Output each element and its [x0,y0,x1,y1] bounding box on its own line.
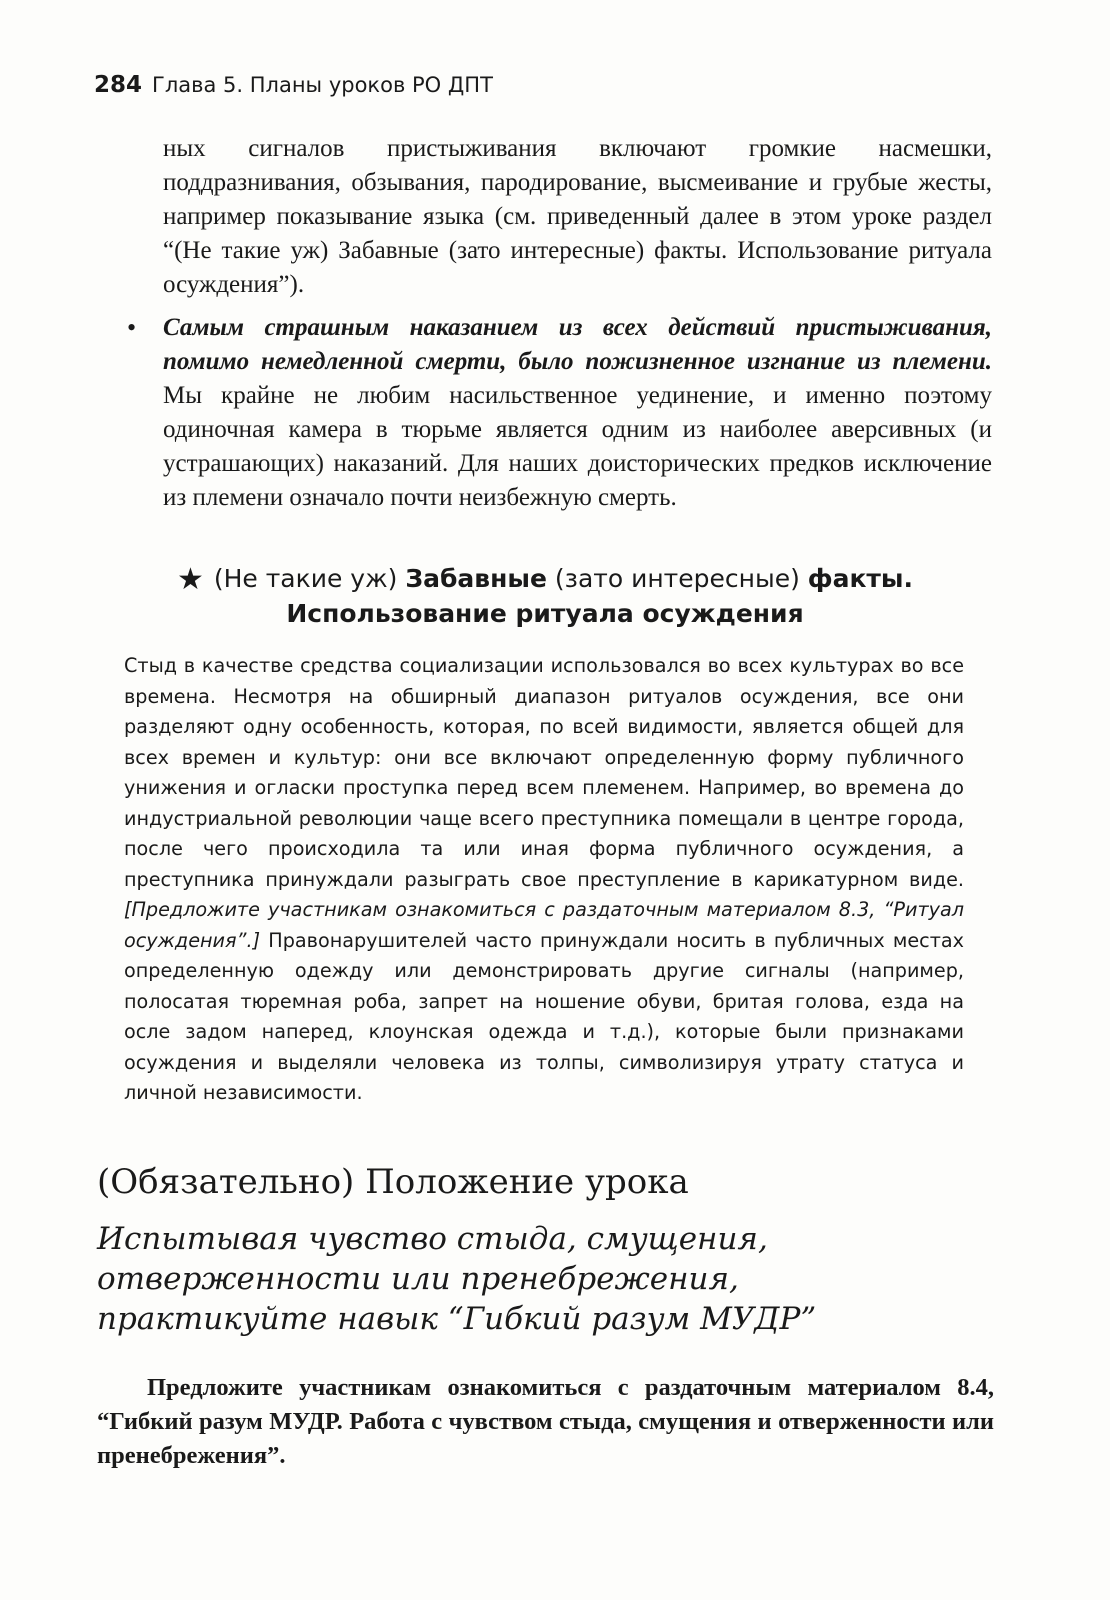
title-bold-text: Забавные [405,564,547,593]
star-icon: ★ [176,562,204,597]
paragraph-text: ных сигналов пристыживания включают громкие насмешки, поддразнивания, обзывания, пародирование, высмеивание и грубые жесты, например показывание языка (см. приведенный далее в этом уроке раздел “(Не такие уж) Забавные (зато интересные) факты. Использование ритуала осуждения”). [163,135,992,298]
bullet-text: Мы крайне не любим насильственное уединение, и именно поэтому одиночная камера в тюрьме является одним из наиболее аверсивных (и устрашающих) наказаний. Для наших доисторических предков исключение из племени означало почти неизбежную смерть. [163,382,992,511]
section-title: (Обязательно) Положение урока [97,1162,689,1202]
running-title: Глава 5. Планы уроков РО ДПТ [152,73,493,97]
title-text: (Не такие уж) [213,564,406,593]
bullet-marker: • [127,313,137,342]
page-number: 284 [94,72,143,98]
fun-facts-title-line2: Использование ритуала осуждения [286,599,804,628]
paragraph-continued [163,132,992,302]
subtitle-line: практикуйте навык “Гибкий разум МУДР” [97,1301,817,1337]
handout-reference: [Предложите участникам ознакомиться с раздаточным материалом 8.3, “Ритуал осуждения”.] [124,898,964,952]
page-header [94,72,493,98]
bullet-emphasis: Самым страшным наказанием из всех действий пристыживания, помимо немедленной смерти, было пожизненное изгнание из племени. [163,314,992,375]
title-bold-text: факты. [807,564,914,593]
fun-facts-text: Стыд в качестве средства социализации использовался во всех культурах во все времена. Несмотря на обширный диапазон ритуалов осуждения, все они разделяют одну особенность, которая, по всей видимости, является общей для всех времен и культур: они все включают определенную форму публичного унижения и огласки проступка перед всем племенем. Например, во времена до индустриальной революции чаще всего преступника помещали в центре города, после чего происходила та или иная форма публичного осуждения, а преступника принуждали разыграть свое преступление в карикатурном виде. [124,654,964,891]
fun-facts-text: Правонарушителей часто принуждали носить в публичных местах определенную одежду или демонстрировать другие сигналы (например, полосатая тюремная роба, запрет на ношение обуви, бритая голова, езда на осле задом наперед, клоунская одежда и т.д.), которые были признаками осуждения и выделяли человека из толпы, символизируя утрату статуса и личной независимости. [124,928,964,1104]
subtitle-line: Испытывая чувство стыда, смущения, [97,1221,768,1257]
subtitle-line: отверженности или пренебрежения, [97,1261,739,1297]
title-text: (зато интересные) [546,564,808,593]
instruction-paragraph: Предложите участникам ознакомиться с раздаточным материалом 8.4, “Гибкий разум МУДР. Работа с чувством стыда, смущения и отверженности или пренебрежения”. [97,1374,994,1469]
section-subtitle [97,1219,997,1339]
fun-facts-body [124,651,964,1109]
bullet-item [163,311,992,515]
fun-facts-title [125,562,965,631]
